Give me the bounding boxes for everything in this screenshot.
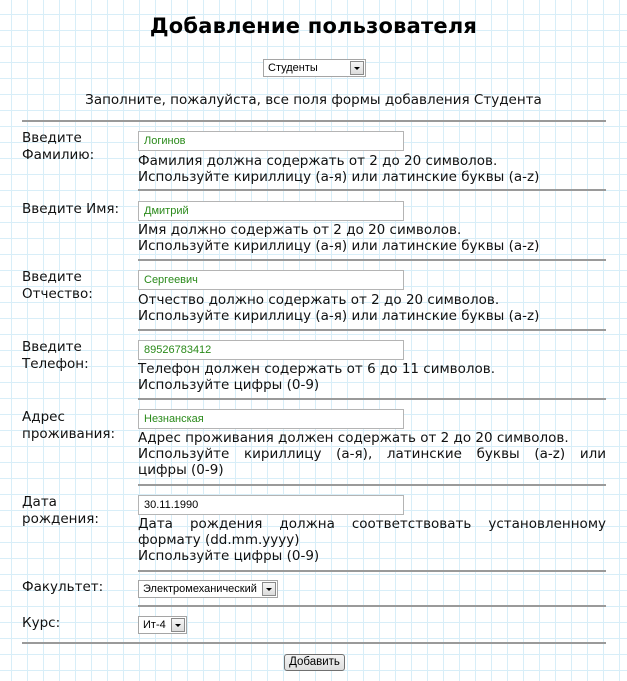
- surname-hint: [138, 153, 606, 185]
- surname-label-line2: Фамилию:: [22, 147, 95, 163]
- address-label: [22, 409, 132, 443]
- address-input[interactable]: Незнанская: [138, 409, 404, 429]
- faculty-select[interactable]: [138, 580, 278, 598]
- separator: [138, 605, 606, 607]
- surname-label-line1: Введите: [22, 130, 82, 146]
- add-button[interactable]: Добавить: [284, 654, 345, 671]
- surname-hint-line: Используйте кириллицу (а-я) или латинские буквы (a-z): [138, 169, 540, 185]
- phone-hint: [138, 361, 606, 393]
- address-hint-line: Адрес проживания должен содержать от 2 до 20 символов.: [138, 430, 569, 446]
- course-label: Курс:: [22, 615, 61, 631]
- form-intro-text: Заполните, пожалуйста, все поля формы добавления Студента: [85, 92, 542, 108]
- patronymic-hint-line: Отчество должно содержать от 2 до 20 символов.: [138, 292, 500, 308]
- name-input[interactable]: Дмитрий: [138, 201, 404, 221]
- page-title: Добавление пользователя: [149, 14, 478, 38]
- address-label-line2: проживания:: [22, 426, 116, 442]
- separator: [138, 189, 606, 191]
- name-hint: [138, 222, 606, 254]
- user-type-select-value: Студенты: [268, 62, 318, 74]
- birthdate-label-line1: Дата: [22, 494, 57, 510]
- chevron-down-icon[interactable]: [350, 61, 364, 75]
- patronymic-hint: [138, 292, 606, 324]
- address-label-line1: Адрес: [22, 409, 65, 425]
- birthdate-hint-line: формату (dd.mm.yyyy): [138, 532, 300, 548]
- address-hint: [138, 430, 606, 478]
- separator: [138, 484, 606, 486]
- patronymic-label-line1: Введите: [22, 269, 82, 285]
- separator-bottom: [22, 642, 606, 644]
- patronymic-input[interactable]: Сергеевич: [138, 270, 404, 290]
- chevron-down-icon[interactable]: [171, 618, 185, 632]
- user-type-select[interactable]: [263, 59, 366, 77]
- name-label: [22, 201, 137, 218]
- birthdate-label: [22, 494, 132, 528]
- chevron-down-icon[interactable]: [262, 582, 276, 596]
- birthdate-input[interactable]: 30.11.1990: [138, 495, 404, 515]
- name-label-line1: Введите Имя:: [22, 201, 120, 217]
- surname-input[interactable]: Логинов: [138, 131, 404, 151]
- name-hint-line: Используйте кириллицу (а-я) или латинские буквы (a-z): [138, 238, 540, 254]
- phone-hint-line: Телефон должен содержать от 6 до 11 символов.: [138, 361, 496, 377]
- faculty-label: Факультет:: [22, 579, 104, 595]
- surname-label: [22, 130, 132, 164]
- birthdate-hint-line: Используйте цифры (0-9): [138, 548, 320, 564]
- name-hint-line: Имя должно содержать от 2 до 20 символов.: [138, 222, 462, 238]
- phone-input[interactable]: 89526783412: [138, 340, 404, 360]
- phone-label: [22, 339, 132, 373]
- patronymic-label-line2: Отчество:: [22, 286, 93, 302]
- phone-hint-line: Используйте цифры (0-9): [138, 377, 320, 393]
- birthdate-hint: [138, 516, 606, 564]
- birthdate-hint-line: Дата рождения должна соответствовать установленному: [138, 516, 606, 532]
- address-hint-line: цифры (0-9): [138, 462, 224, 478]
- patronymic-hint-line: Используйте кириллицу (а-я) или латинские буквы (a-z): [138, 308, 540, 324]
- address-hint-line: Используйте кириллицу (а-я), латинские буквы (a-z) или: [138, 446, 606, 462]
- course-select[interactable]: [138, 616, 187, 634]
- faculty-select-value: Электромеханический: [143, 583, 257, 595]
- separator-top: [22, 120, 606, 122]
- course-select-value: Ит-4: [143, 619, 166, 631]
- separator: [138, 570, 606, 572]
- separator: [138, 329, 606, 331]
- separator: [138, 259, 606, 261]
- patronymic-label: [22, 269, 132, 303]
- birthdate-label-line2: рождения:: [22, 511, 99, 527]
- separator: [138, 398, 606, 400]
- phone-label-line1: Введите: [22, 339, 82, 355]
- phone-label-line2: Телефон:: [22, 356, 89, 372]
- surname-hint-line: Фамилия должна содержать от 2 до 20 символов.: [138, 153, 498, 169]
